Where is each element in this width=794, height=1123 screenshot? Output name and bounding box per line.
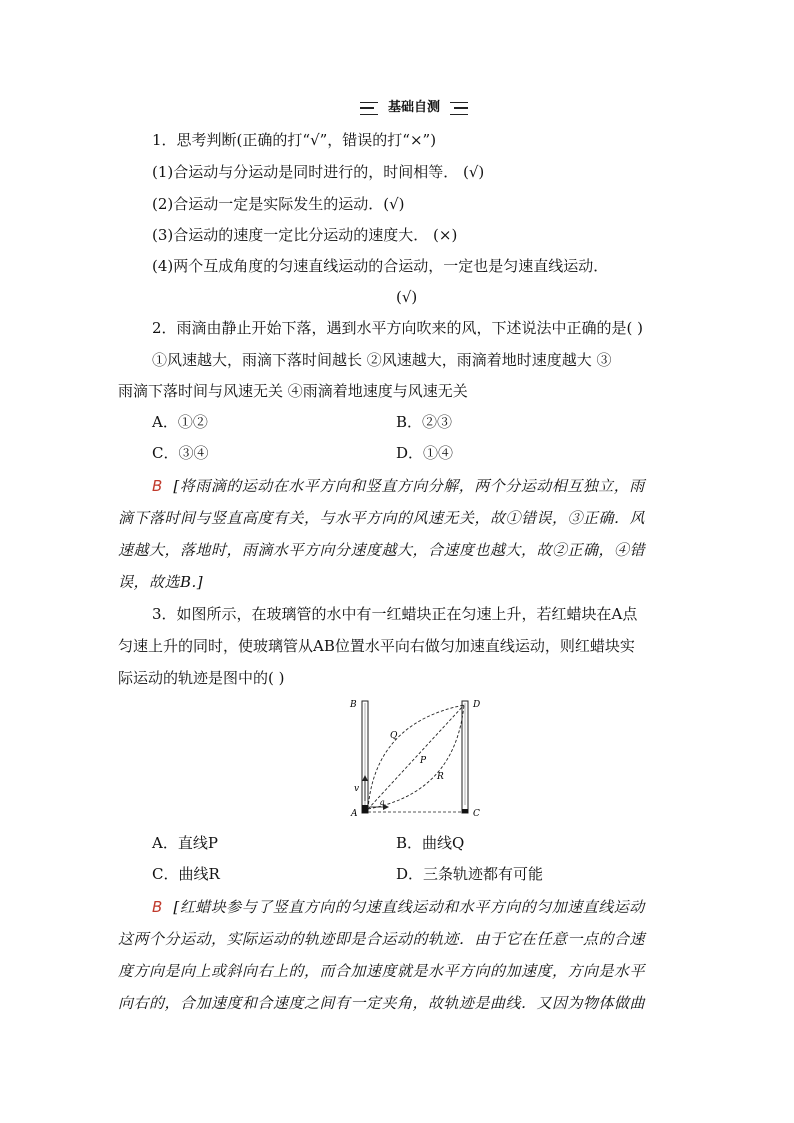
q1-item-4-mark: (√) — [396, 288, 418, 306]
q2-option-a: A．①② — [152, 413, 208, 431]
q2-option-c: C．③④ — [152, 444, 209, 462]
q3-answer: B — [152, 898, 163, 916]
q1-item-3: (3)合运动的速度一定比分运动的速度大． (×) — [152, 226, 458, 244]
q1-item-1: (1)合运动与分运动是同时进行的，时间相等． (√) — [152, 163, 485, 181]
q2-explanation-line4: 误，故选B.] — [118, 573, 204, 591]
q2-answer: B — [152, 477, 163, 495]
q3-explanation-line4: 向右的，合加速度和合速度之间有一定夹角，故轨迹是曲线．又因为物体做曲 — [118, 994, 646, 1012]
q2-explanation-line1: B [将雨滴的运动在水平方向和竖直方向分解，两个分运动相互独立，雨 — [152, 477, 645, 495]
q1-item-4: (4)两个互成角度的匀速直线运动的合运动，一定也是匀速直线运动． — [152, 257, 609, 275]
label-p: P — [420, 756, 427, 766]
label-r: R — [437, 772, 444, 782]
q3-option-a: A．直线P — [152, 834, 218, 852]
section-badge-label: 基础自测 — [378, 99, 450, 117]
label-b: B — [350, 700, 357, 710]
q2-option-d: D．①④ — [396, 444, 454, 462]
line-p — [368, 705, 464, 809]
q3-option-b: B．曲线Q — [396, 834, 465, 852]
label-q: Q — [390, 731, 398, 741]
label-a-point: A — [351, 809, 358, 818]
q3-explanation-line2: 这两个分运动，实际运动的轨迹即是合运动的轨迹．由于它在任意一点的合速 — [118, 930, 646, 948]
label-a: a — [380, 798, 385, 807]
q1-title: 1．思考判断(正确的打“√”，错误的打“×”) — [152, 131, 437, 149]
wax-block — [362, 805, 368, 813]
section-badge — [360, 99, 468, 117]
q2-explanation-line2: 滴下落时间与竖直高度有关，与水平方向的风速无关，故①错误，③正确．风 — [118, 509, 646, 527]
q3-explanation-line3: 度方向是向上或斜向右上的，而合加速度就是水平方向的加速度，方向是水平 — [118, 962, 646, 980]
label-c: C — [473, 809, 480, 818]
q1-item-2: (2)合运动一定是实际发生的运动．(√) — [152, 195, 405, 213]
label-d: D — [473, 700, 481, 710]
label-v: v — [354, 784, 360, 794]
q2-statements-line2: 雨滴下落时间与风速无关 ④雨滴着地速度与风速无关 — [118, 382, 468, 400]
q2-stem: 2．雨滴由静止开始下落，遇到水平方向吹来的风，下述说法中正确的是( ) — [152, 319, 644, 337]
q2-option-b: B．②③ — [396, 413, 453, 431]
q3-option-c: C．曲线R — [152, 865, 220, 883]
glass-tube-figure — [340, 693, 490, 818]
q2-statements-line1: ①风速越大，雨滴下落时间越长 ②风速越大，雨滴着地时速度越大 ③ — [152, 351, 612, 369]
q3-explanation-line1: B [红蜡块参与了竖直方向的匀速直线运动和水平方向的匀加速直线运动 — [152, 898, 645, 916]
q2-explanation-line3: 速越大，落地时，雨滴水平方向分速度越大，合速度也越大，故②正确，④错 — [118, 541, 646, 559]
q3-stem-line2: 匀速上升的同时，使玻璃管从AB位置水平向右做匀加速直线运动，则红蜡块实 — [118, 637, 635, 655]
q3-option-d: D．三条轨迹都有可能 — [396, 865, 544, 883]
q3-stem-line1: 3．如图所示，在玻璃管的水中有一红蜡块正在匀速上升，若红蜡块在A点 — [152, 605, 638, 623]
q3-stem-line3: 际运动的轨迹是图中的( ) — [118, 669, 285, 687]
